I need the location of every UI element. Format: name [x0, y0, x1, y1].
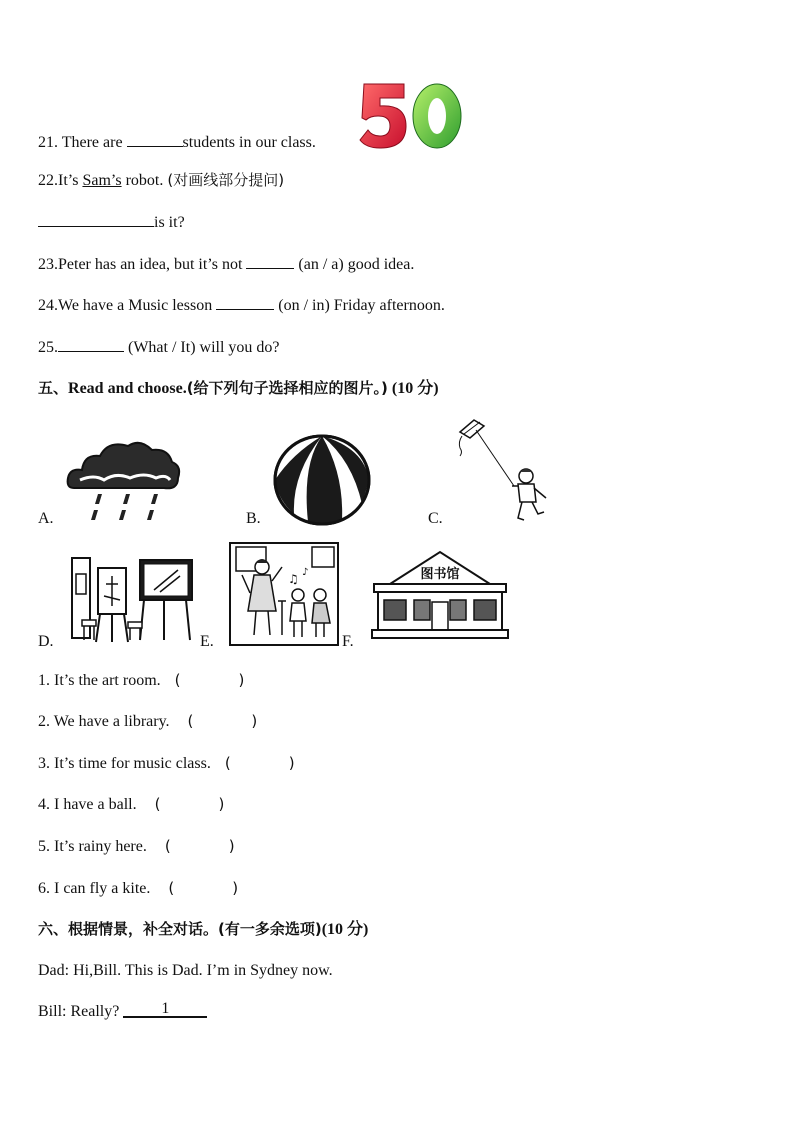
rain-cloud-icon [64, 436, 184, 526]
choose-item-1: 1. It’s the art room. ( ) [38, 671, 245, 689]
question-24: 24.We have a Music lesson (on / in) Friday afternoon. [38, 297, 445, 314]
picture-label-a: A. [38, 510, 54, 527]
section-6-heading: 六、根据情景，补全对话。(有一多余选项)(10 分) [38, 920, 369, 938]
choose-item-6: 6. I can fly a kite. ( ) [38, 879, 239, 897]
instruction-note: (对画线部分提问) [167, 171, 285, 189]
answer-paren-6[interactable]: ( ) [168, 879, 239, 897]
answer-paren-5[interactable]: ( ) [164, 837, 235, 855]
dialogue-line-1: Dad: Hi,Bill. This is Dad. I’m in Sydney now. [38, 962, 333, 979]
answer-paren-4[interactable]: ( ) [154, 795, 225, 813]
answer-paren-2[interactable]: ( ) [187, 712, 258, 730]
question-25: 25. (What / It) will you do? [38, 339, 280, 356]
answer-paren-3[interactable]: ( ) [224, 754, 295, 772]
choose-item-3: 3. It’s time for music class. ( ) [38, 754, 295, 772]
svg-text:♫: ♫ [288, 572, 299, 586]
answer-paren-1[interactable]: ( ) [174, 671, 245, 689]
answer-blank-25[interactable] [58, 337, 124, 352]
picture-label-c: C. [428, 510, 443, 527]
beach-ball-icon [272, 434, 372, 526]
question-21: 21. There are students in our class. [38, 134, 316, 151]
answer-blank-21[interactable] [127, 132, 183, 147]
answer-blank-24[interactable] [216, 295, 274, 310]
choose-item-2: 2. We have a library. ( ) [38, 712, 258, 730]
section-5-heading: 五、Read and choose.(给下列句子选择相应的图片。) (10 分) [38, 379, 439, 397]
art-room-easels-icon [68, 552, 196, 646]
answer-blank-22[interactable] [38, 212, 154, 227]
choose-item-5: 5. It’s rainy here. ( ) [38, 837, 235, 855]
question-22-answer-line: is it? [38, 212, 185, 233]
svg-text:♪: ♪ [302, 567, 309, 578]
answer-blank-23[interactable] [246, 254, 294, 269]
music-class-icon [228, 541, 340, 647]
question-22: 22.It’s Sam’s robot. (对画线部分提问) [38, 171, 285, 189]
picture-label-f: F. [342, 633, 354, 650]
library-building-icon [370, 548, 510, 642]
picture-label-b: B. [246, 510, 261, 527]
dialogue-blank-1[interactable]: 1 [123, 1002, 207, 1018]
library-sign-text: 图书馆 [420, 567, 460, 582]
badge-number-text: 50 [358, 80, 359, 81]
choose-item-4: 4. I have a ball. ( ) [38, 795, 225, 813]
number-50-badge [358, 80, 464, 150]
question-23: 23.Peter has an idea, but it’s not (an / a) good idea. [38, 256, 415, 273]
underlined-word: Sam’s [82, 172, 122, 189]
picture-label-d: D. [38, 633, 54, 650]
dialogue-line-2: Bill: Really? 1 [38, 1002, 207, 1022]
kite-flying-boy-icon [454, 414, 554, 526]
picture-label-e: E. [200, 633, 214, 650]
